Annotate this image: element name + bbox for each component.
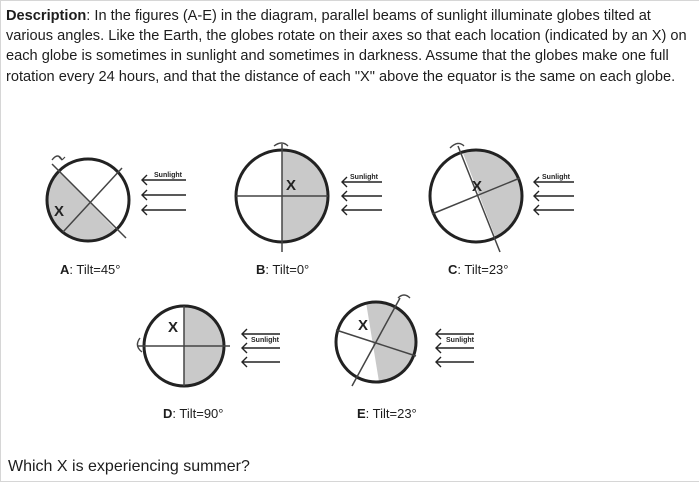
sunlight-label-c: Sunlight bbox=[542, 174, 570, 181]
globe-c-x-marker: X bbox=[472, 178, 483, 195]
globe-a-x-marker: X bbox=[54, 203, 65, 220]
globe-d-diagram bbox=[134, 296, 304, 406]
question-text: Which X is experiencing summer? bbox=[8, 458, 250, 475]
caption-d: D: Tilt=90° bbox=[163, 406, 224, 421]
globe-e-diagram bbox=[326, 290, 496, 400]
caption-c: C: Tilt=23° bbox=[448, 262, 509, 277]
caption-a: A: Tilt=45° bbox=[60, 262, 121, 277]
sunlight-label-b: Sunlight bbox=[350, 174, 378, 181]
sunlight-arrows-a bbox=[142, 175, 186, 215]
globe-e-x-marker: X bbox=[358, 317, 369, 334]
description-text bbox=[6, 6, 692, 87]
description-heading: Description bbox=[6, 8, 87, 24]
sunlight-arrows-c bbox=[534, 177, 574, 215]
sunlight-label-a: Sunlight bbox=[154, 172, 182, 179]
sunlight-label-e: Sunlight bbox=[446, 337, 474, 344]
globe-b-diagram bbox=[228, 140, 398, 260]
globe-b-x-marker: X bbox=[286, 177, 297, 194]
globe-c-diagram bbox=[424, 140, 594, 260]
description-body: : In the figures (A-E) in the diagram, parallel beams of sunlight illuminate globes tilted at various angles. Like the Earth, the globes rotate on their axes so that each location (indicated by an X) on each globe is sometimes in sunlight and sometimes in darkness. Assume that the globes make one full rotation every 24 hours, and that the distance of each "X" above the equator is the same on each globe. bbox=[6, 8, 687, 85]
sunlight-label-d: Sunlight bbox=[251, 337, 279, 344]
caption-e: E: Tilt=23° bbox=[357, 406, 417, 421]
caption-b: B: Tilt=0° bbox=[256, 262, 310, 277]
globe-d-x-marker: X bbox=[168, 319, 179, 336]
sunlight-arrows-e bbox=[436, 329, 474, 367]
globe-a-diagram bbox=[30, 150, 200, 260]
sunlight-arrows-d bbox=[242, 329, 280, 367]
sunlight-arrows-b bbox=[342, 177, 382, 215]
